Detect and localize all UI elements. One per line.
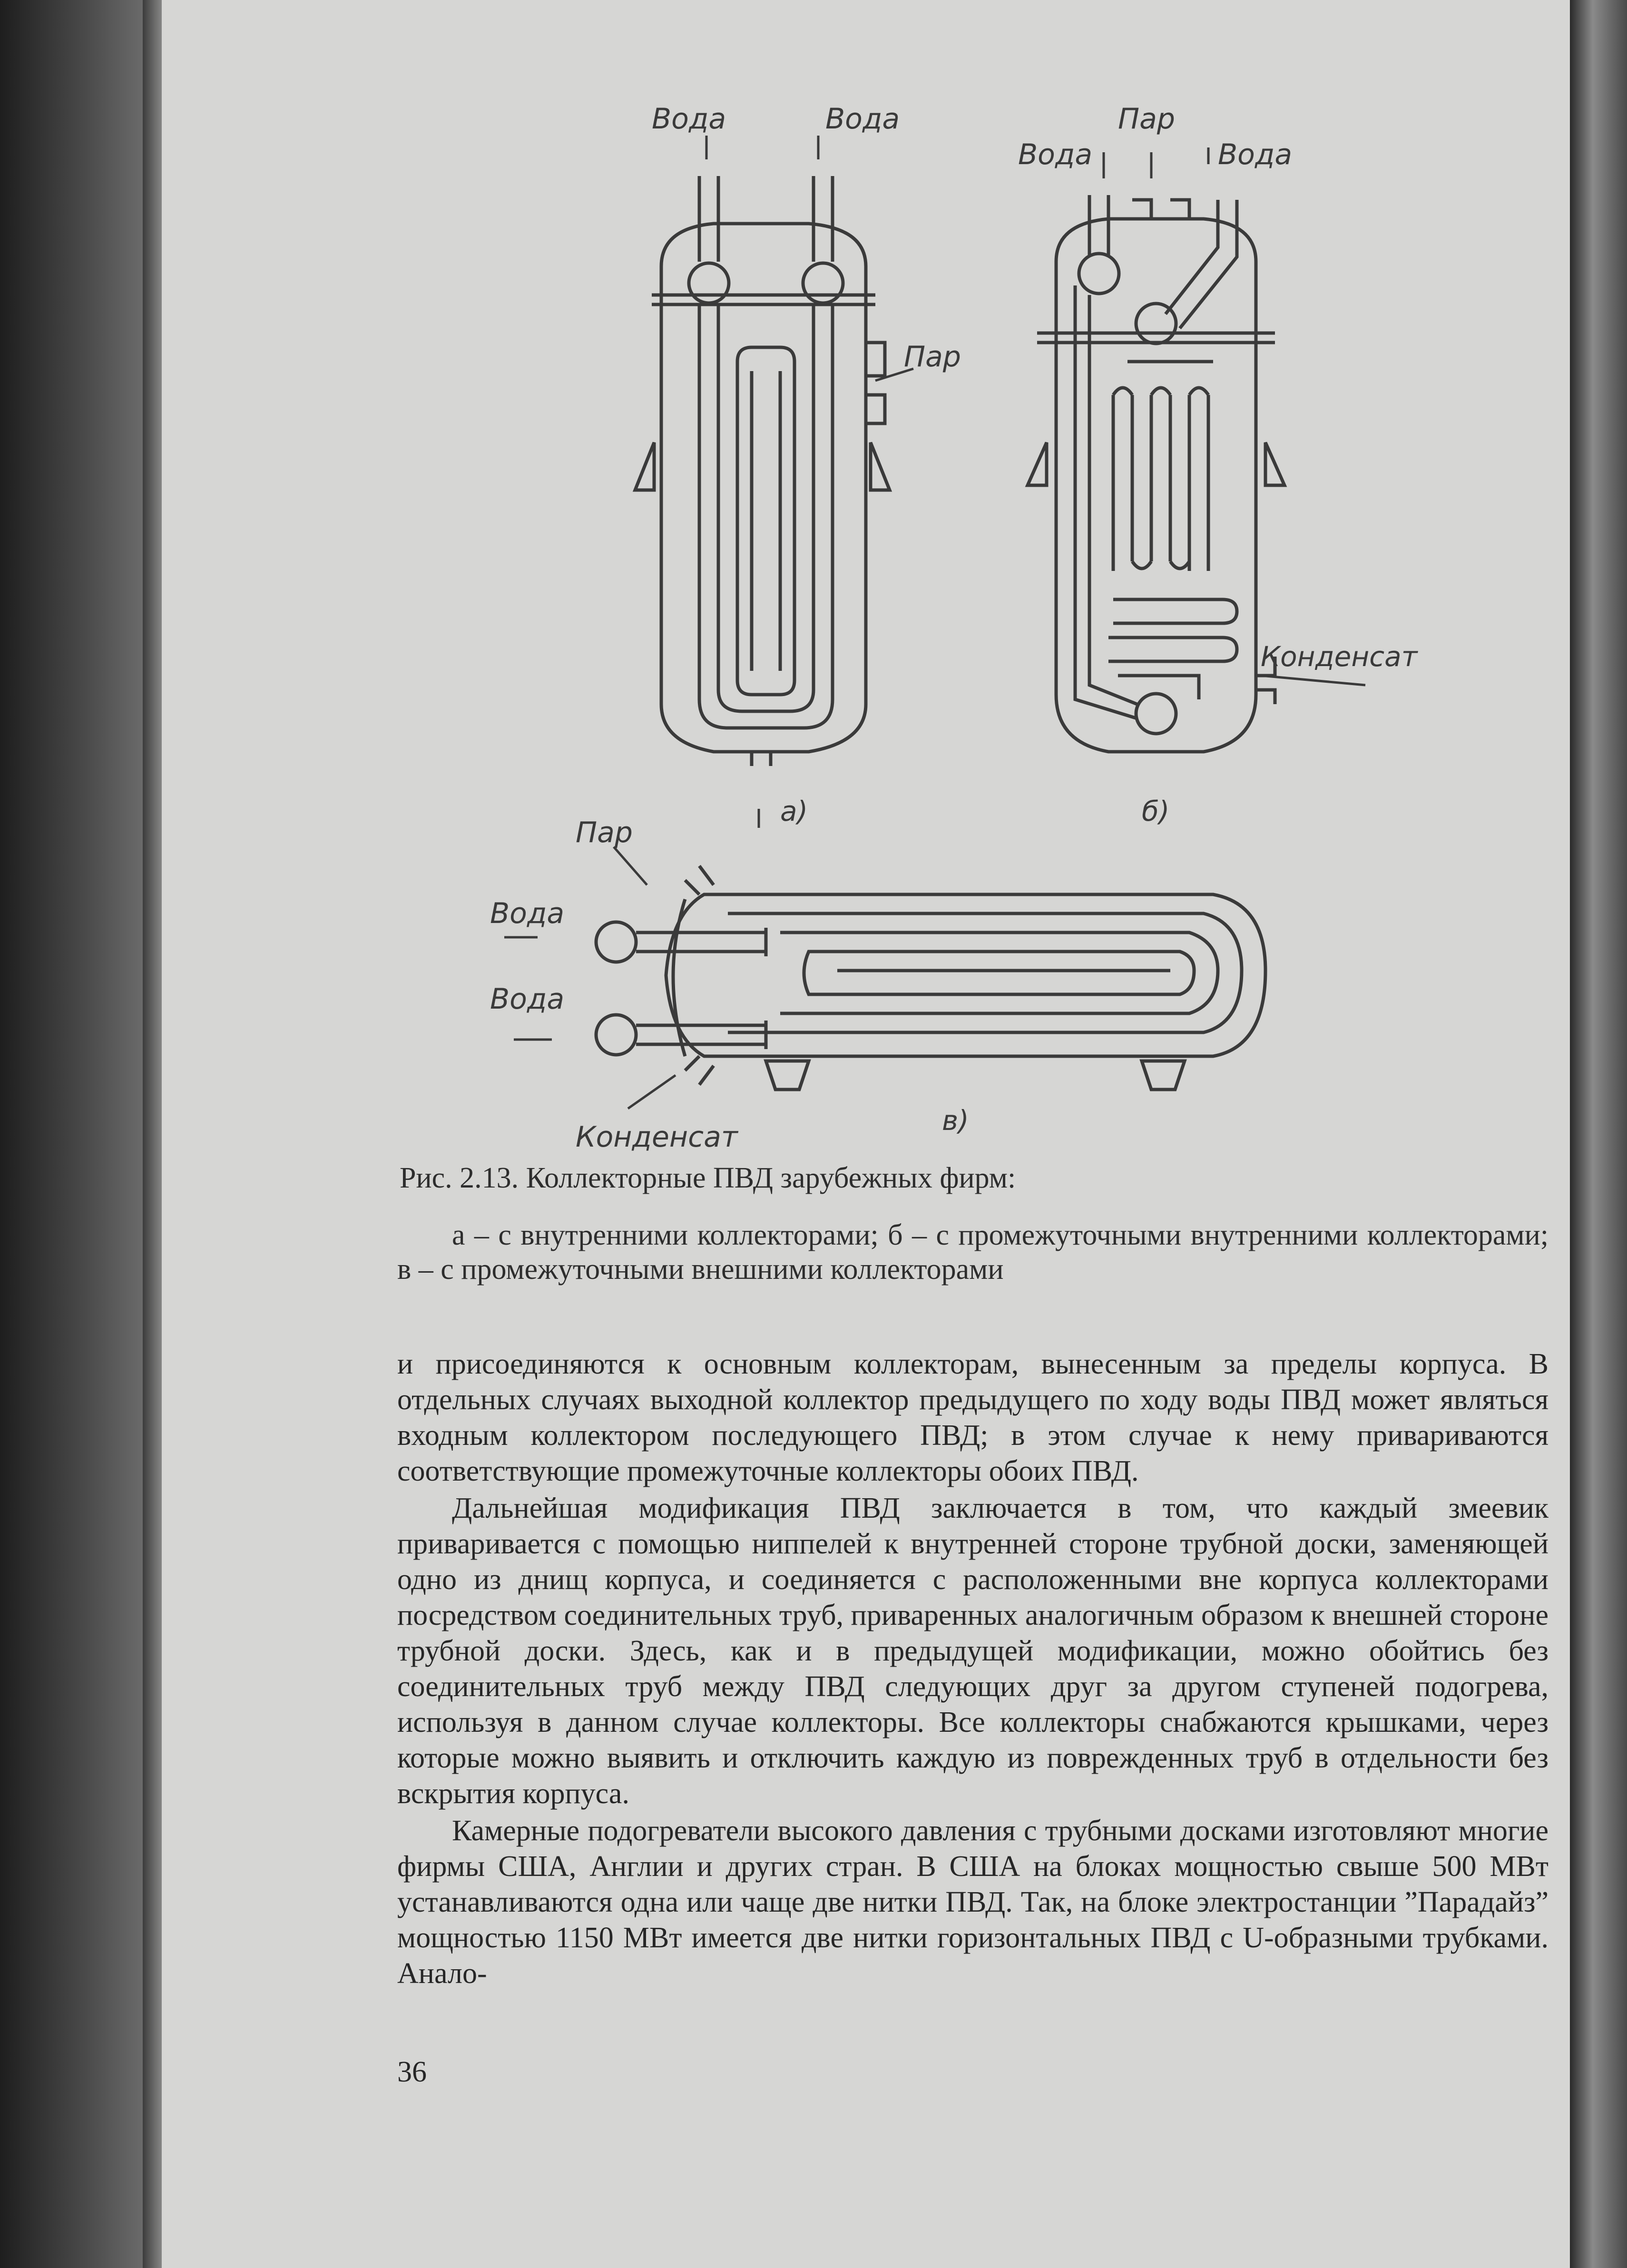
diagram-a bbox=[635, 176, 890, 766]
label-a-water-left: Вода bbox=[652, 102, 726, 136]
page-number: 36 bbox=[397, 2056, 427, 2088]
label-b-water-right: Вода bbox=[1218, 138, 1293, 171]
label-b-sub: б) bbox=[1142, 795, 1170, 827]
label-a-water-right: Вода bbox=[825, 102, 900, 136]
label-b-condensate: Конденсат bbox=[1261, 640, 1418, 673]
label-b-steam: Пар bbox=[1118, 102, 1175, 136]
label-c-sub: в) bbox=[942, 1104, 969, 1137]
label-c-condensate: Конденсат bbox=[576, 1120, 738, 1154]
label-a-steam: Пар bbox=[904, 340, 961, 373]
label-c-water-bottom: Вода bbox=[490, 982, 565, 1016]
figure-caption-description: а – с внутренними коллекторами; б – с промежуточными внутренними коллекторами; в – с промежуточными внешними коллекторами bbox=[397, 1219, 1549, 1286]
label-a-sub: а) bbox=[780, 795, 808, 827]
label-c-steam: Пар bbox=[576, 816, 633, 849]
body-text bbox=[397, 1346, 1549, 1993]
body-paragraph-2: Дальнейшая модификация ПВД заключается в том, что каждый змеевик приваривается с помощью ниппелей к внутренней стороне трубной доски, заменяющей одно из днищ корпуса, и соединяется с расположенными вне корпуса коллекторами посредством соединительных труб, приваренных аналогичным образом к внешней стороне трубной доски. Здесь, как и в предыдущей модификации, можно обойтись без соединительных труб между ПВД следующих друг за другом ступеней подогрева, используя в данном случае коллекторы. Все коллекторы снабжаются крышками, через которые можно выявить и отключить каждую из поврежденных труб в отдельности без вскрытия корпуса. bbox=[397, 1492, 1549, 1810]
diagram-b bbox=[1028, 195, 1284, 752]
figure-caption-title: Рис. 2.13. Коллекторные ПВД зарубежных фирм: bbox=[400, 1162, 1016, 1194]
body-paragraph-3: Камерные подогреватели высокого давления с трубными досками изготовляют многие фирмы США, Англии и других стран. В США на блоках мощностью свыше 500 МВт устанавливаются одна или чаще две нитки ПВД. Так, на блоке электростанции ”Парадайз” мощностью 1150 МВт имеется две нитки горизонтальных ПВД с U-образными трубками. Анало- bbox=[397, 1815, 1549, 1990]
label-c-water-top: Вода bbox=[490, 897, 565, 930]
label-b-water-left: Вода bbox=[1018, 138, 1093, 171]
body-paragraph-1: и присоединяются к основным коллекторам, вынесенным за пределы корпуса. В отдельных случаях выходной коллектор предыдущего по ходу воды ПВД может являться входным коллектором последующего ПВД; в этом случае к нему привариваются соответствующие промежуточные коллекторы обоих ПВД. bbox=[397, 1348, 1549, 1487]
diagram-c bbox=[596, 866, 1265, 1090]
flow-arrows bbox=[504, 136, 1365, 1109]
